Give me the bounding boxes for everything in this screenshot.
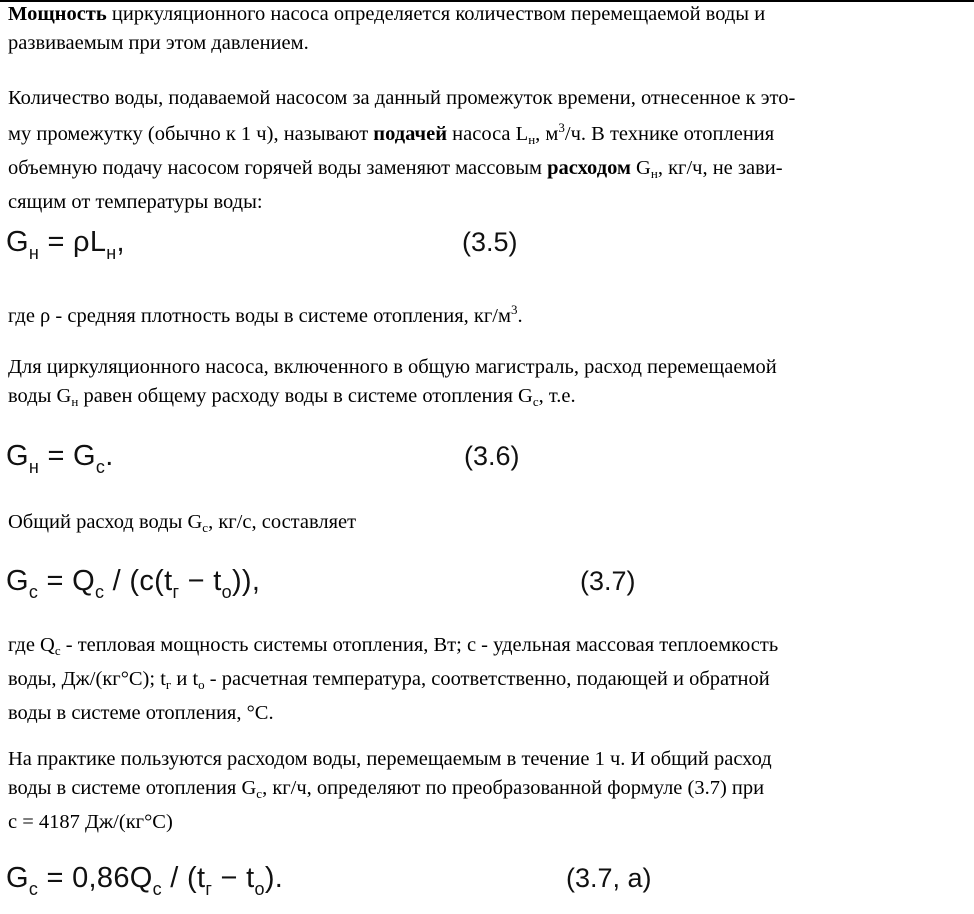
text-line: сящим от температуры воды: [8,191,263,213]
text-run: /ч. В технике отопления [564,123,775,145]
text-line [8,665,968,699]
formula-symbol: − t [179,565,222,597]
formula-subscript: н [28,243,40,263]
text-line: На практике пользуются расходом воды, перемещаемым в течение 1 ч. И общий расход [8,748,772,770]
text-line: Для циркуляционного насоса, включенного в общую магистраль, расход перемещаемой [8,356,777,378]
formula-symbol: = ρL [39,226,107,258]
subscript: с [532,394,539,409]
formula-subscript: н [28,457,40,477]
term-power: Мощность [8,3,107,25]
text-run: воды, Дж/(кг°С); t [8,668,166,690]
text-run: где Q [8,634,55,656]
formula-subscript: с [28,879,39,899]
formula-subscript: с [95,457,106,477]
formula-symbol: G [6,440,29,472]
subscript: с [256,786,263,801]
formula-subscript: с [28,582,39,602]
text-run: и t [171,668,199,690]
superscript: 3 [510,302,518,317]
formula-subscript: г [172,582,180,602]
text-run: объемную подачу насосом горячей воды заменяют массовым [8,157,548,179]
subscript: н [650,166,658,181]
equation-number-3-7: (3.7) [580,566,636,596]
subscript: с [202,520,209,535]
text-run: G [630,157,651,179]
text-run: воды G [8,385,72,407]
text-run: , кг/с, составляет [208,511,357,533]
text-line [8,382,968,416]
paragraph-density [8,295,968,331]
formula-symbol: = 0,86Q [38,862,153,894]
text-line [8,154,968,188]
paragraph-circulation-pump [8,353,968,416]
formula-subscript: н [106,243,117,263]
text-line [8,113,968,154]
formula-3-7 [6,559,260,603]
text-line [8,508,968,542]
formula-subscript: с [152,879,162,899]
text-run: , кг/ч, не зави- [657,157,783,179]
subscript: н [71,394,79,409]
formula-symbol: ). [264,862,284,894]
formula-symbol: / (t [161,862,206,894]
text-run: , т.е. [538,385,576,407]
text-run: му промежутку (обычно к 1 ч), называют [8,123,374,145]
formula-3-7a [6,856,283,900]
text-run: . [517,305,523,327]
text-run: Общий расход воды G [8,511,203,533]
formula-symbol: , [116,226,125,258]
text-run: - тепловая мощность системы отопления, Вт; с - удельная массовая теплоемкость [60,634,779,656]
text-line: воды в системе отопления, °С. [8,702,274,724]
formula-symbol: . [105,440,114,472]
subscript: г [165,677,172,692]
text-run: равен общему расходу воды в системе отопления G [78,385,533,407]
text-line: с = 4187 Дж/(кг°С) [8,811,173,833]
formula-symbol: G [6,862,29,894]
subscript: н [528,132,536,147]
text-run: воды в системе отопления G [8,777,257,799]
subscript: о [198,677,205,692]
subscript: с [54,643,61,658]
text-run: , м [535,123,559,145]
term-supply: подачей [373,123,448,145]
formula-subscript: г [205,879,213,899]
formula-symbol: )), [231,565,261,597]
text-line: развиваемым при этом давлением. [8,32,309,54]
formula-symbol: = G [39,440,96,472]
text-line: Количество воды, подаваемой насосом за данный промежуток времени, отнесенное к это- [8,87,796,109]
formula-subscript: о [254,879,265,899]
formula-symbol: G [6,226,29,258]
formula-3-5 [6,220,125,264]
paragraph-pump-flow [8,84,968,217]
text-run: насоса L [447,123,529,145]
formula-symbol: = Q [38,565,95,597]
paragraph-heat-power [8,631,968,728]
paragraph-total-flow [8,508,968,542]
formula-3-6 [6,434,114,478]
equation-number-3-5: (3.5) [462,227,518,257]
text-run: где ρ - средняя плотность воды в системе отопления, кг/м [8,305,511,327]
term-flow-rate: расходом [547,157,631,179]
formula-symbol: / (c(t [104,565,173,597]
text-run: , кг/ч, определяют по преобразованной формуле (3.7) при [262,777,765,799]
formula-symbol: G [6,565,29,597]
text-line [8,295,968,331]
formula-subscript: о [221,582,232,602]
equation-number-3-6: (3.6) [464,441,520,471]
text-run: - расчетная температура, соответственно, подающей и обратной [204,668,770,690]
paragraph-practice [8,745,968,837]
text-line [8,0,968,29]
formula-symbol: − t [212,862,255,894]
text-run: циркуляционного насоса определяется количеством перемещаемой воды и [106,3,766,25]
paragraph-pump-power [8,0,968,58]
superscript: 3 [558,120,565,135]
text-line [8,631,968,665]
text-line [8,774,968,808]
formula-subscript: с [94,582,105,602]
equation-number-3-7a: (3.7, а) [566,863,652,893]
